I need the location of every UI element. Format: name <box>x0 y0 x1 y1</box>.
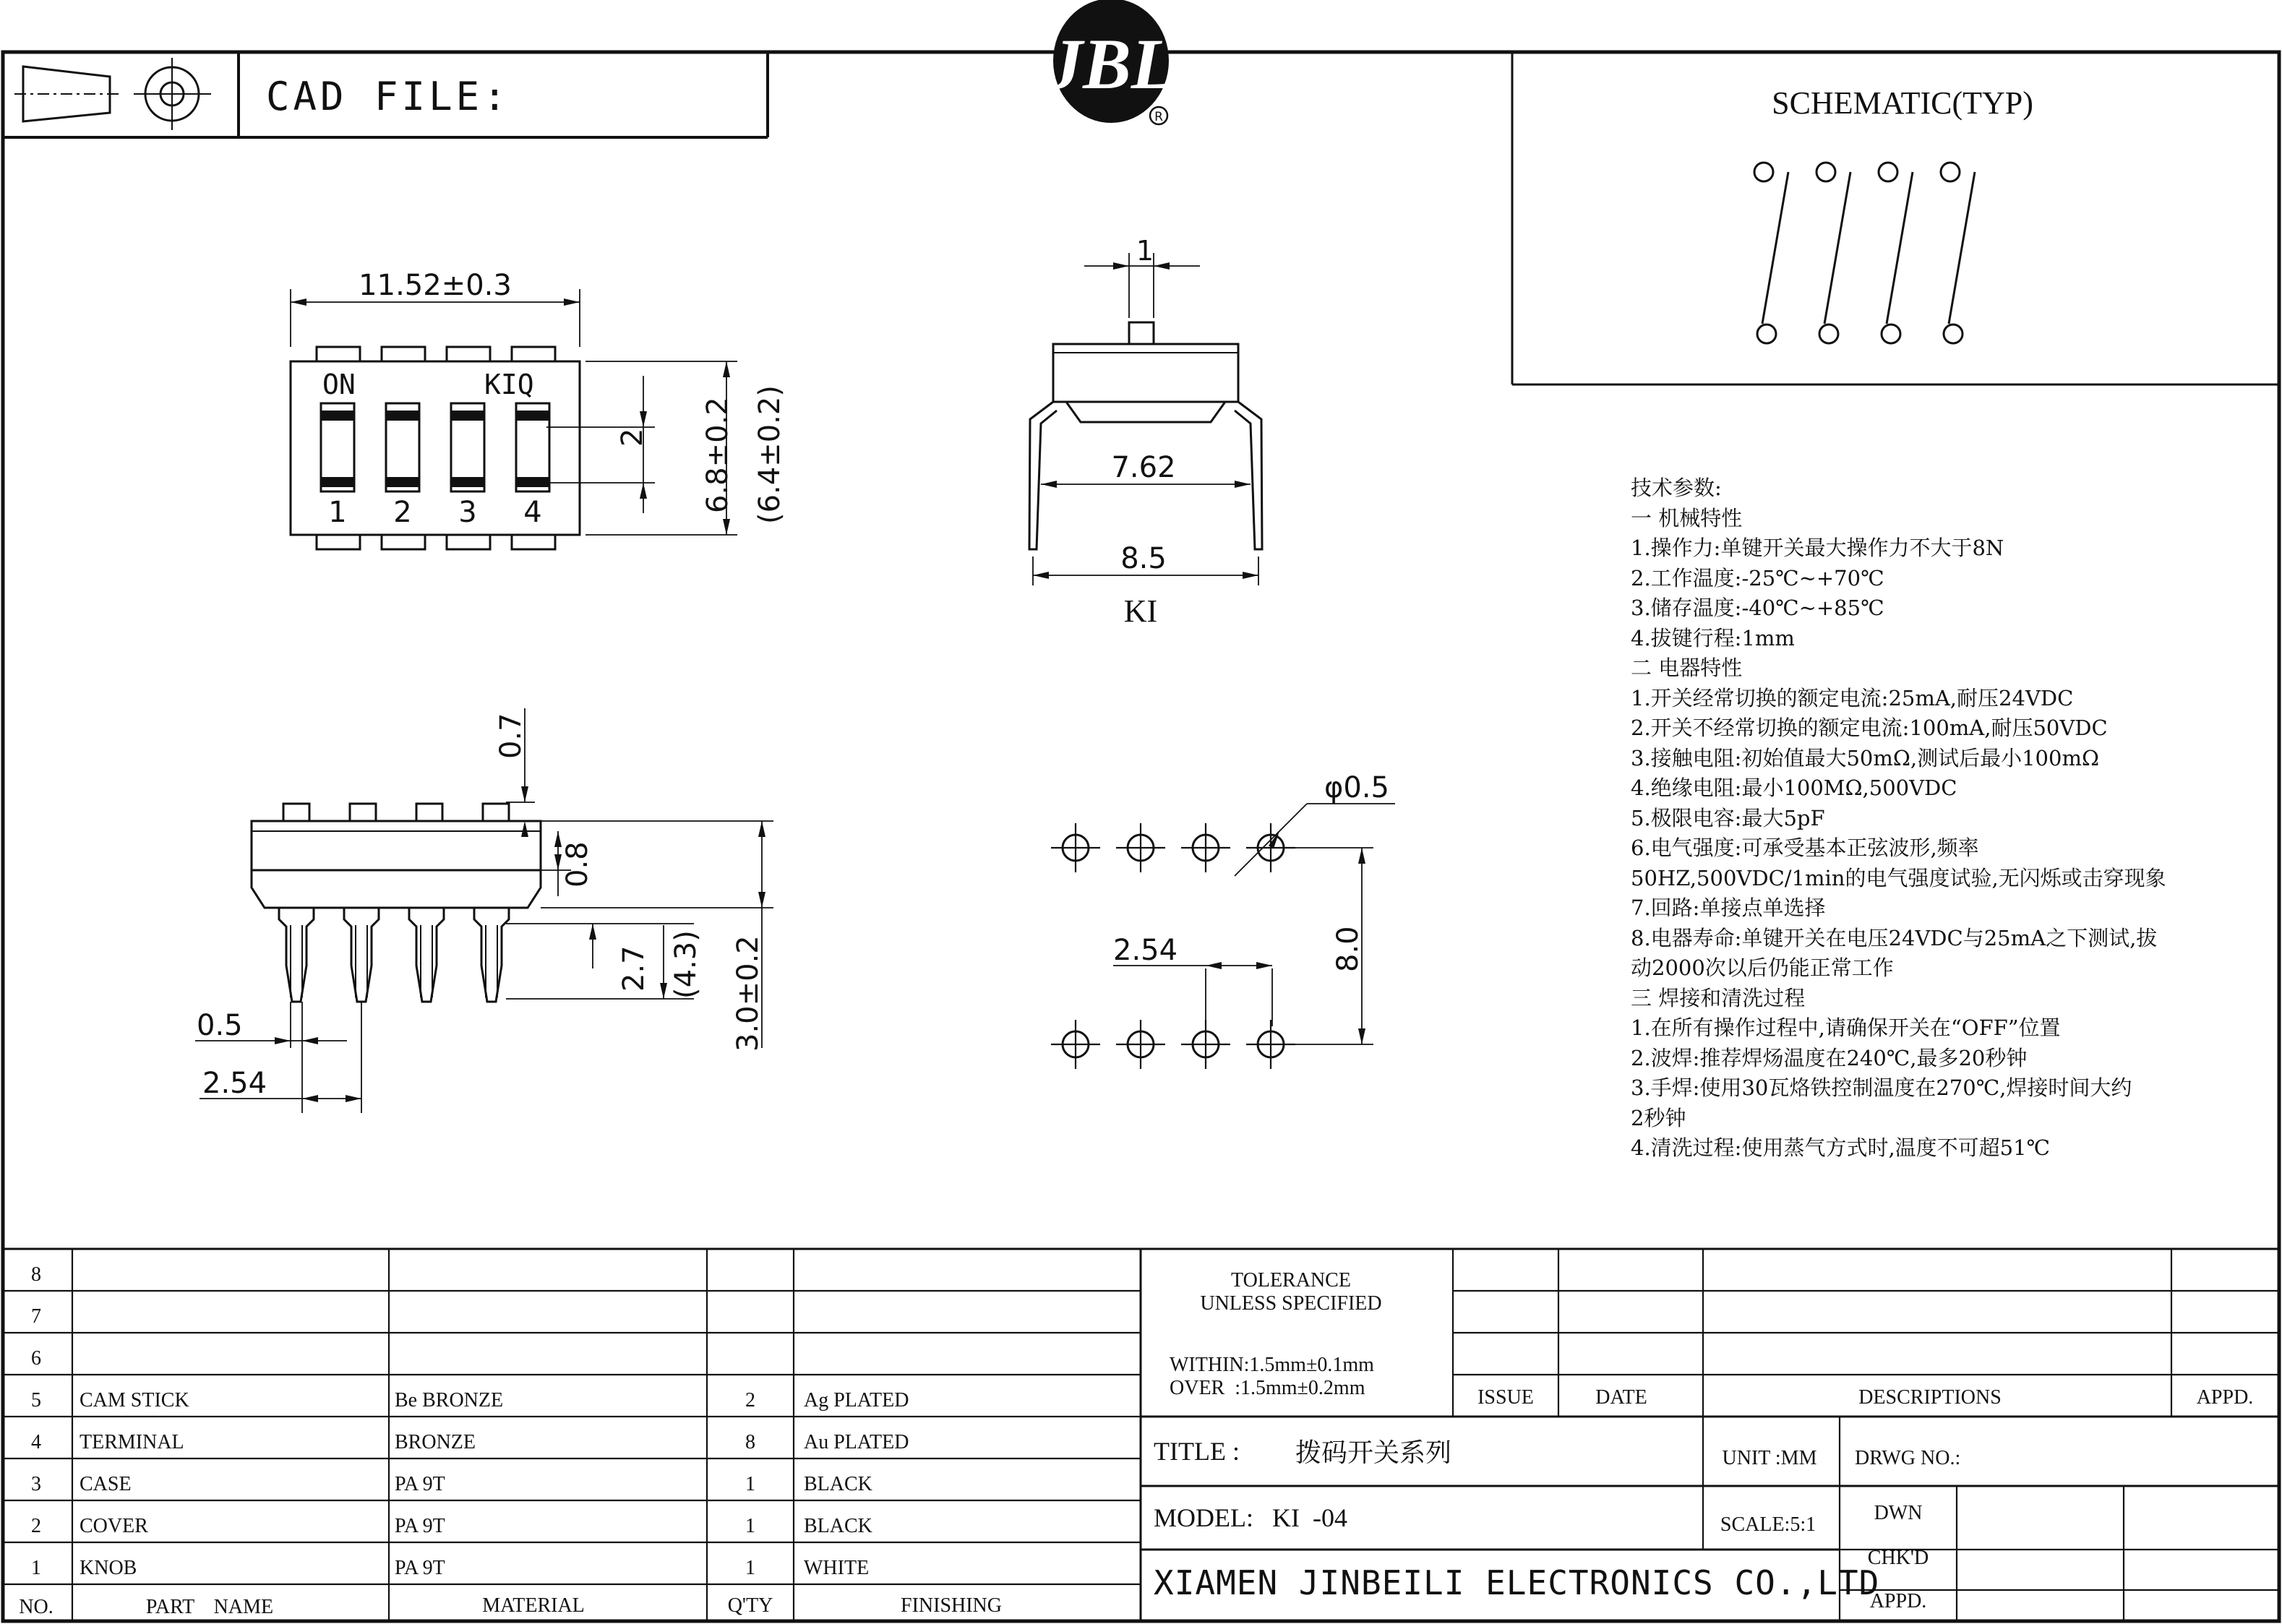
switch-knob <box>386 477 419 487</box>
height-dim: 6.8±0.2 <box>701 397 734 513</box>
note-line: 三 焊接和清洗过程 <box>1631 985 1806 1010</box>
note-line: 一 机械特性 <box>1631 505 1743 530</box>
note-line: 二 电器特性 <box>1631 656 1743 680</box>
bom-no: 6 <box>31 1347 41 1370</box>
note-line: 1.操作力:单键开关最大操作力不大于8N <box>1631 536 2004 560</box>
header-box <box>3 52 768 137</box>
bom-part-name: KNOB <box>80 1557 137 1579</box>
registered-mark: R <box>1154 110 1163 124</box>
on-label: ON <box>322 369 356 400</box>
footprint-hole <box>1246 1020 1295 1069</box>
switch-knob <box>451 477 484 487</box>
schematic-top-terminal <box>1879 163 1897 181</box>
title-label: TITLE : <box>1154 1437 1240 1466</box>
bom-no: 7 <box>31 1305 41 1328</box>
schematic-box <box>1512 52 2279 384</box>
note-line: 2.波焊:推荐焊炀温度在240℃,最多20秒钟 <box>1631 1045 2028 1070</box>
bom-material: PA 9T <box>395 1557 445 1579</box>
cad-file-label: CAD FILE: <box>266 74 510 119</box>
bom-header-row <box>19 1594 1002 1618</box>
top-terminal-tab <box>382 347 425 361</box>
top-width-dim: 11.52±0.3 <box>359 269 512 302</box>
note-line: 技术参数: <box>1631 476 1722 500</box>
note-line: 8.电器寿命:单键开关在电压24VDC与25mA之下测试,拔 <box>1631 925 2158 950</box>
side-knob <box>350 804 376 821</box>
schematic-title: SCHEMATIC(TYP) <box>1772 85 2033 121</box>
end-view <box>1029 235 1262 629</box>
bom-no: 3 <box>31 1473 41 1495</box>
schematic-bottom-terminal <box>1882 325 1900 343</box>
schematic-bottom-terminal <box>1819 325 1838 343</box>
drwg-no-label: DRWG NO.: <box>1855 1447 1961 1469</box>
note-line: 5.极限电容:最大5pF <box>1631 805 1825 830</box>
side-lead <box>409 908 444 1002</box>
top-terminal-tab <box>317 347 360 361</box>
note-line: 7.回路:单接点单选择 <box>1631 895 1826 920</box>
knob-width-dim: 1 <box>1136 235 1154 267</box>
bottom-terminal-tab <box>382 535 425 549</box>
appd-header: APPD. <box>2196 1386 2254 1409</box>
schematic-bottom-terminal <box>1944 325 1963 343</box>
schematic-switches <box>1754 163 1975 343</box>
bom-part-name: CASE <box>80 1473 132 1495</box>
brand-label: KIQ <box>484 369 534 400</box>
bom-material: Be BRONZE <box>395 1389 504 1412</box>
top-terminal-tab <box>512 347 555 361</box>
bom-finishing: Ag PLATED <box>804 1389 909 1412</box>
dwn-label: DWN <box>1874 1502 1923 1524</box>
end-view-label: KI <box>1123 593 1158 629</box>
tolerance-line1: TOLERANCE <box>1231 1269 1351 1292</box>
bom-no: 8 <box>31 1263 41 1286</box>
bom-header-qty: Q'TY <box>727 1594 773 1617</box>
bom-header-no: NO. <box>19 1596 53 1618</box>
side-knob <box>283 804 309 821</box>
bom-table <box>3 1249 2279 1621</box>
scale-label: SCALE:5:1 <box>1720 1513 1816 1536</box>
switch-slot-bar <box>516 411 549 421</box>
side-knob <box>483 804 509 821</box>
tolerance-line2: UNLESS SPECIFIED <box>1200 1292 1382 1315</box>
schematic-top-terminal <box>1754 163 1773 181</box>
chkd-label: CHK'D <box>1867 1547 1929 1569</box>
schematic-contact-arm <box>1887 172 1913 324</box>
bom-qty: 1 <box>745 1473 755 1495</box>
appd2-label: APPD. <box>1869 1590 1927 1612</box>
note-line: 1.开关经常切换的额定电流:25mA,耐压24VDC <box>1631 685 2074 710</box>
top-view <box>291 269 786 549</box>
knob-height-dim: 0.7 <box>494 713 528 759</box>
bom-part-name: TERMINAL <box>80 1431 184 1453</box>
footprint-view <box>1051 771 1395 1069</box>
note-line: 4.清洗过程:使用蒸气方式时,温度不可超51℃ <box>1631 1135 2051 1160</box>
bom-no: 1 <box>31 1557 41 1579</box>
hole-dim: φ0.5 <box>1324 771 1389 804</box>
bom-material: PA 9T <box>395 1515 445 1537</box>
company-name: XIAMEN JINBEILI ELECTRONICS CO.,LTD <box>1154 1563 1880 1602</box>
note-line: 2.开关不经常切换的额定电流:100mA,耐压50VDC <box>1631 716 2108 740</box>
footprint-hole <box>1246 823 1295 872</box>
bom-material: PA 9T <box>395 1473 445 1495</box>
knob-dim: 2 <box>616 428 649 447</box>
bom-part-name: COVER <box>80 1515 148 1537</box>
side-lead <box>474 908 509 1002</box>
bom-qty: 1 <box>745 1557 755 1579</box>
switch-slot-bar <box>451 411 484 421</box>
footprint-hole <box>1051 1020 1100 1069</box>
note-line: 1.在所有操作过程中,请确保开关在“OFF”位置 <box>1631 1015 2061 1040</box>
switch-number: 3 <box>458 496 477 529</box>
bom-no: 4 <box>31 1431 41 1453</box>
footprint-hole <box>1051 823 1100 872</box>
issue-header: ISSUE <box>1477 1386 1534 1409</box>
lead-width-dim: 0.5 <box>197 1009 243 1042</box>
note-line: 4.绝缘电阻:最小100MΩ,500VDC <box>1631 776 1957 800</box>
schematic-top-terminal <box>1816 163 1835 181</box>
bom-row <box>31 1473 872 1495</box>
bom-row <box>31 1515 872 1537</box>
footprint-hole <box>1116 1020 1165 1069</box>
bom-row <box>31 1305 41 1328</box>
switch-slot-bar <box>386 411 419 421</box>
bom-row <box>31 1557 869 1579</box>
schematic-bottom-terminal <box>1757 325 1776 343</box>
note-line: 动2000次以后仍能正常工作 <box>1631 955 1894 980</box>
unit-label: UNIT :MM <box>1722 1447 1817 1469</box>
side-pitch-dim: 2.54 <box>202 1067 267 1100</box>
note-line: 50HZ,500VDC/1min的电气强度试验,无闪烁或击穿现象 <box>1631 865 2166 890</box>
bom-material: BRONZE <box>395 1431 476 1453</box>
bom-qty: 2 <box>745 1389 755 1412</box>
bottom-terminal-tab <box>447 535 490 549</box>
switch-number: 4 <box>523 496 542 529</box>
bom-row <box>31 1431 909 1453</box>
side-knob <box>416 804 442 821</box>
footprint-row-dim: 8.0 <box>1331 926 1365 972</box>
lead-ref-dim: (4.3) <box>669 930 703 999</box>
bom-header-finishing: FINISHING <box>901 1594 1002 1617</box>
bottom-terminal-tab <box>317 535 360 549</box>
projection-symbol-icon <box>14 58 211 130</box>
bom-row <box>31 1263 41 1286</box>
note-line: 2秒钟 <box>1631 1105 1686 1130</box>
switch-knob <box>516 477 549 487</box>
bom-no: 5 <box>31 1389 41 1412</box>
lead-length-dim: 2.7 <box>617 945 651 992</box>
tolerance-over: OVER :1.5mm±0.2mm <box>1170 1377 1365 1399</box>
switch-knob <box>321 477 354 487</box>
bom-finishing: BLACK <box>804 1473 872 1495</box>
footprint-pitch-dim: 2.54 <box>1113 934 1178 967</box>
date-header: DATE <box>1595 1386 1647 1409</box>
footprint-hole <box>1181 1020 1230 1069</box>
note-line: 4.拔键行程:1mm <box>1631 625 1795 650</box>
bom-finishing: BLACK <box>804 1515 872 1537</box>
schematic-top-terminal <box>1941 163 1960 181</box>
tolerance-within: WITHIN:1.5mm±0.1mm <box>1170 1354 1374 1376</box>
bom-part-name: CAM STICK <box>80 1389 189 1412</box>
bom-finishing: Au PLATED <box>804 1431 909 1453</box>
bom-row <box>31 1389 909 1412</box>
bom-no: 2 <box>31 1515 41 1537</box>
bom-finishing: WHITE <box>804 1557 870 1579</box>
bom-header-material: MATERIAL <box>482 1594 585 1617</box>
body-dim: 0.8 <box>561 841 594 888</box>
logo-text: JBL <box>1047 24 1175 104</box>
schematic-contact-arm <box>1949 172 1975 324</box>
bom-header-part: PART NAME <box>145 1596 274 1618</box>
bom-row <box>31 1347 41 1370</box>
side-lead <box>279 908 314 1002</box>
top-terminal-tab <box>447 347 490 361</box>
bom-qty: 8 <box>745 1431 755 1453</box>
bom-rows <box>31 1263 909 1579</box>
title-value: 拨码开关系列 <box>1295 1438 1452 1467</box>
footprint-hole <box>1116 823 1165 872</box>
bottom-terminal-tab <box>512 535 555 549</box>
note-line: 3.储存温度:-40℃~+85℃ <box>1631 596 1884 620</box>
switch-number: 1 <box>328 496 347 529</box>
bom-qty: 1 <box>745 1515 755 1537</box>
note-line: 3.接触电阻:初始值最大50mΩ,测试后最小100mΩ <box>1631 745 2099 770</box>
schematic-contact-arm <box>1824 172 1850 324</box>
switch-number: 2 <box>393 496 412 529</box>
height-ref-dim: (6.4±0.2) <box>753 385 786 524</box>
model-label: MODEL: <box>1154 1503 1253 1532</box>
note-line: 6.电气强度:可承受基本正弦波形,频率 <box>1631 835 1979 860</box>
footprint-hole <box>1181 823 1230 872</box>
technical-notes <box>1631 473 2223 1164</box>
side-lead <box>344 908 379 1002</box>
lead-span-dim: 8.5 <box>1120 542 1167 575</box>
descriptions-header: DESCRIPTIONS <box>1858 1386 2002 1409</box>
row-spacing-dim: 7.62 <box>1111 451 1176 484</box>
model-value: KI -04 <box>1272 1503 1347 1532</box>
switch-slot-bar <box>321 411 354 421</box>
note-line: 3.手焊:使用30瓦烙铁控制温度在270℃,焊接时间大约 <box>1631 1075 2132 1100</box>
side-view <box>195 708 773 1113</box>
note-line: 2.工作温度:-25℃~+70℃ <box>1631 565 1884 590</box>
schematic-contact-arm <box>1762 172 1788 324</box>
total-height-dim: 3.0±0.2 <box>732 935 765 1052</box>
jbl-logo <box>1046 0 1175 124</box>
